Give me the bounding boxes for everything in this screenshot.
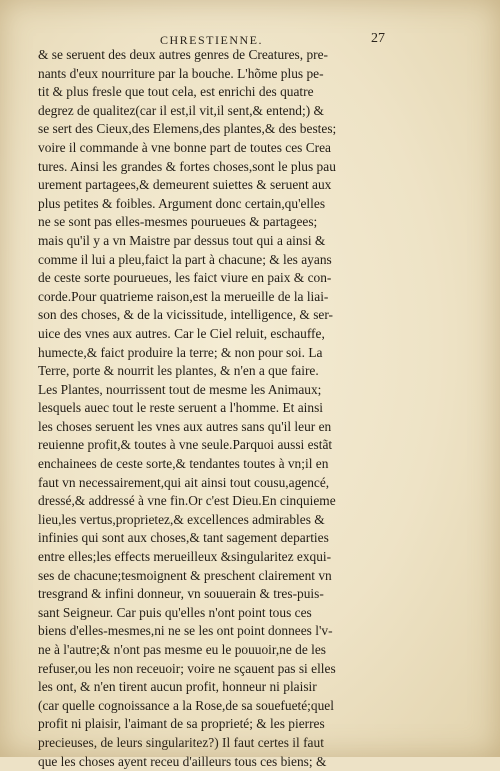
text-line: sant Seigneur. Car puis qu'elles n'ont point tous ces [38, 604, 312, 620]
text-line: plus petites & foibles. Argument donc certain,qu'elles [38, 195, 326, 211]
text-line: Les Plantes, nourrissent tout de mesme les Animaux; [38, 381, 322, 397]
text-line: (car quelle cognoissance a la Rose,de sa souefueté;quel [38, 697, 334, 713]
text-line: ne se sont pas elles-mesmes pourueues & partagees; [38, 214, 318, 230]
text-line: entre elles;les effects merueilleux &singularitez exqui- [38, 549, 332, 565]
text-line: ses de chacune;tesmoignent & preschent clairement vn [38, 567, 332, 583]
text-line: infinies qui sont aux choses,& tant sagement departies [38, 530, 329, 546]
text-line: urement partagees,& demeurent suiettes & seruent aux [38, 177, 332, 193]
text-line: tit & plus fresle que tout cela, est enrichi des quatre [38, 84, 314, 100]
text-line: voire il commande à vne bonne part de toutes ces Crea [38, 139, 331, 155]
text-line: precieuses, de leurs singularitez?) Il faut certes il faut [38, 734, 324, 750]
text-line: ne à l'autre;& n'ont pas mesme eu le pouuoir,ne de les [38, 642, 327, 657]
text-line: comme il lui a pleu,faict la part à chacune; & les ayans [38, 251, 332, 267]
text-line: Terre, porte & nourrit les plantes, & n'en a que faire. [38, 363, 319, 379]
text-line: humecte,& faict produire la terre; & non pour soi. La [38, 344, 323, 360]
text-line: lieu,les vertus,proprietez,& excellences admirables & [38, 511, 325, 527]
running-title: CHRESTIENNE. [160, 33, 263, 47]
text-line: corde.Pour quatrieme raison,est la merueille de la liai- [38, 288, 329, 304]
text-line: reuienne profit,& toutes à vne seule.Parquoi aussi estãt [38, 437, 333, 453]
text-line: de ceste sorte pourueues, les faict viure en paix & con- [38, 270, 332, 286]
text-line: profit ni plaisir, l'aimant de sa proprieté; & les pierres [38, 716, 325, 732]
text-line: dressé,& addressé à vne fin.Or c'est Dieu.En cinquieme [38, 493, 336, 509]
text-line: nants d'eux nourriture par la bouche. L'hõme plus pe- [38, 65, 324, 81]
text-line: mais qu'il y a vn Maistre par dessus tout qui a ainsi & [38, 232, 326, 248]
text-line: son des choses, & de la vicissitude, intelligence, & ser- [38, 307, 333, 323]
text-line: que les choses ayent receu d'ailleurs tous ces biens; & [38, 753, 327, 769]
text-line: uice des vnes aux autres. Car le Ciel reluit, eschauffe, [38, 325, 325, 341]
text-line: tures. Ainsi les grandes & fortes choses,sont le plus pau [38, 158, 336, 174]
text-line: degrez de qualitez(car il est,il vit,il sent,& entend;) & [38, 102, 324, 118]
body-text [38, 46, 400, 771]
text-line: & se seruent des deux autres genres de Creatures, pre- [38, 47, 329, 62]
text-line: les choses seruent les vnes aux autres sans qu'il leur en [38, 418, 332, 434]
text-line: lesquels auec tout le reste seruent a l'homme. Et ainsi [38, 400, 324, 416]
text-line: faut vn necessairement,qui ait ainsi tout cousu,agencé, [38, 474, 330, 490]
text-line: biens d'elles-mesmes,ni ne se les ont point donnees l'v- [38, 623, 333, 639]
text-line: se sert des Cieux,des Elemens,des plantes,& des bestes; [38, 121, 337, 137]
text-line: refuser,ou les non receuoir; voire ne sçauent pas si elles [38, 660, 336, 676]
text-line: enchainees de ceste sorte,& tendantes toutes à vn;il en [38, 456, 329, 472]
page-number: 27 [371, 31, 385, 46]
text-line: tresgrand & infini donneur, vn souuerain & tres-puis- [38, 586, 324, 602]
text-line: les ont, & n'en tirent aucun profit, honneur ni plaisir [38, 679, 317, 695]
